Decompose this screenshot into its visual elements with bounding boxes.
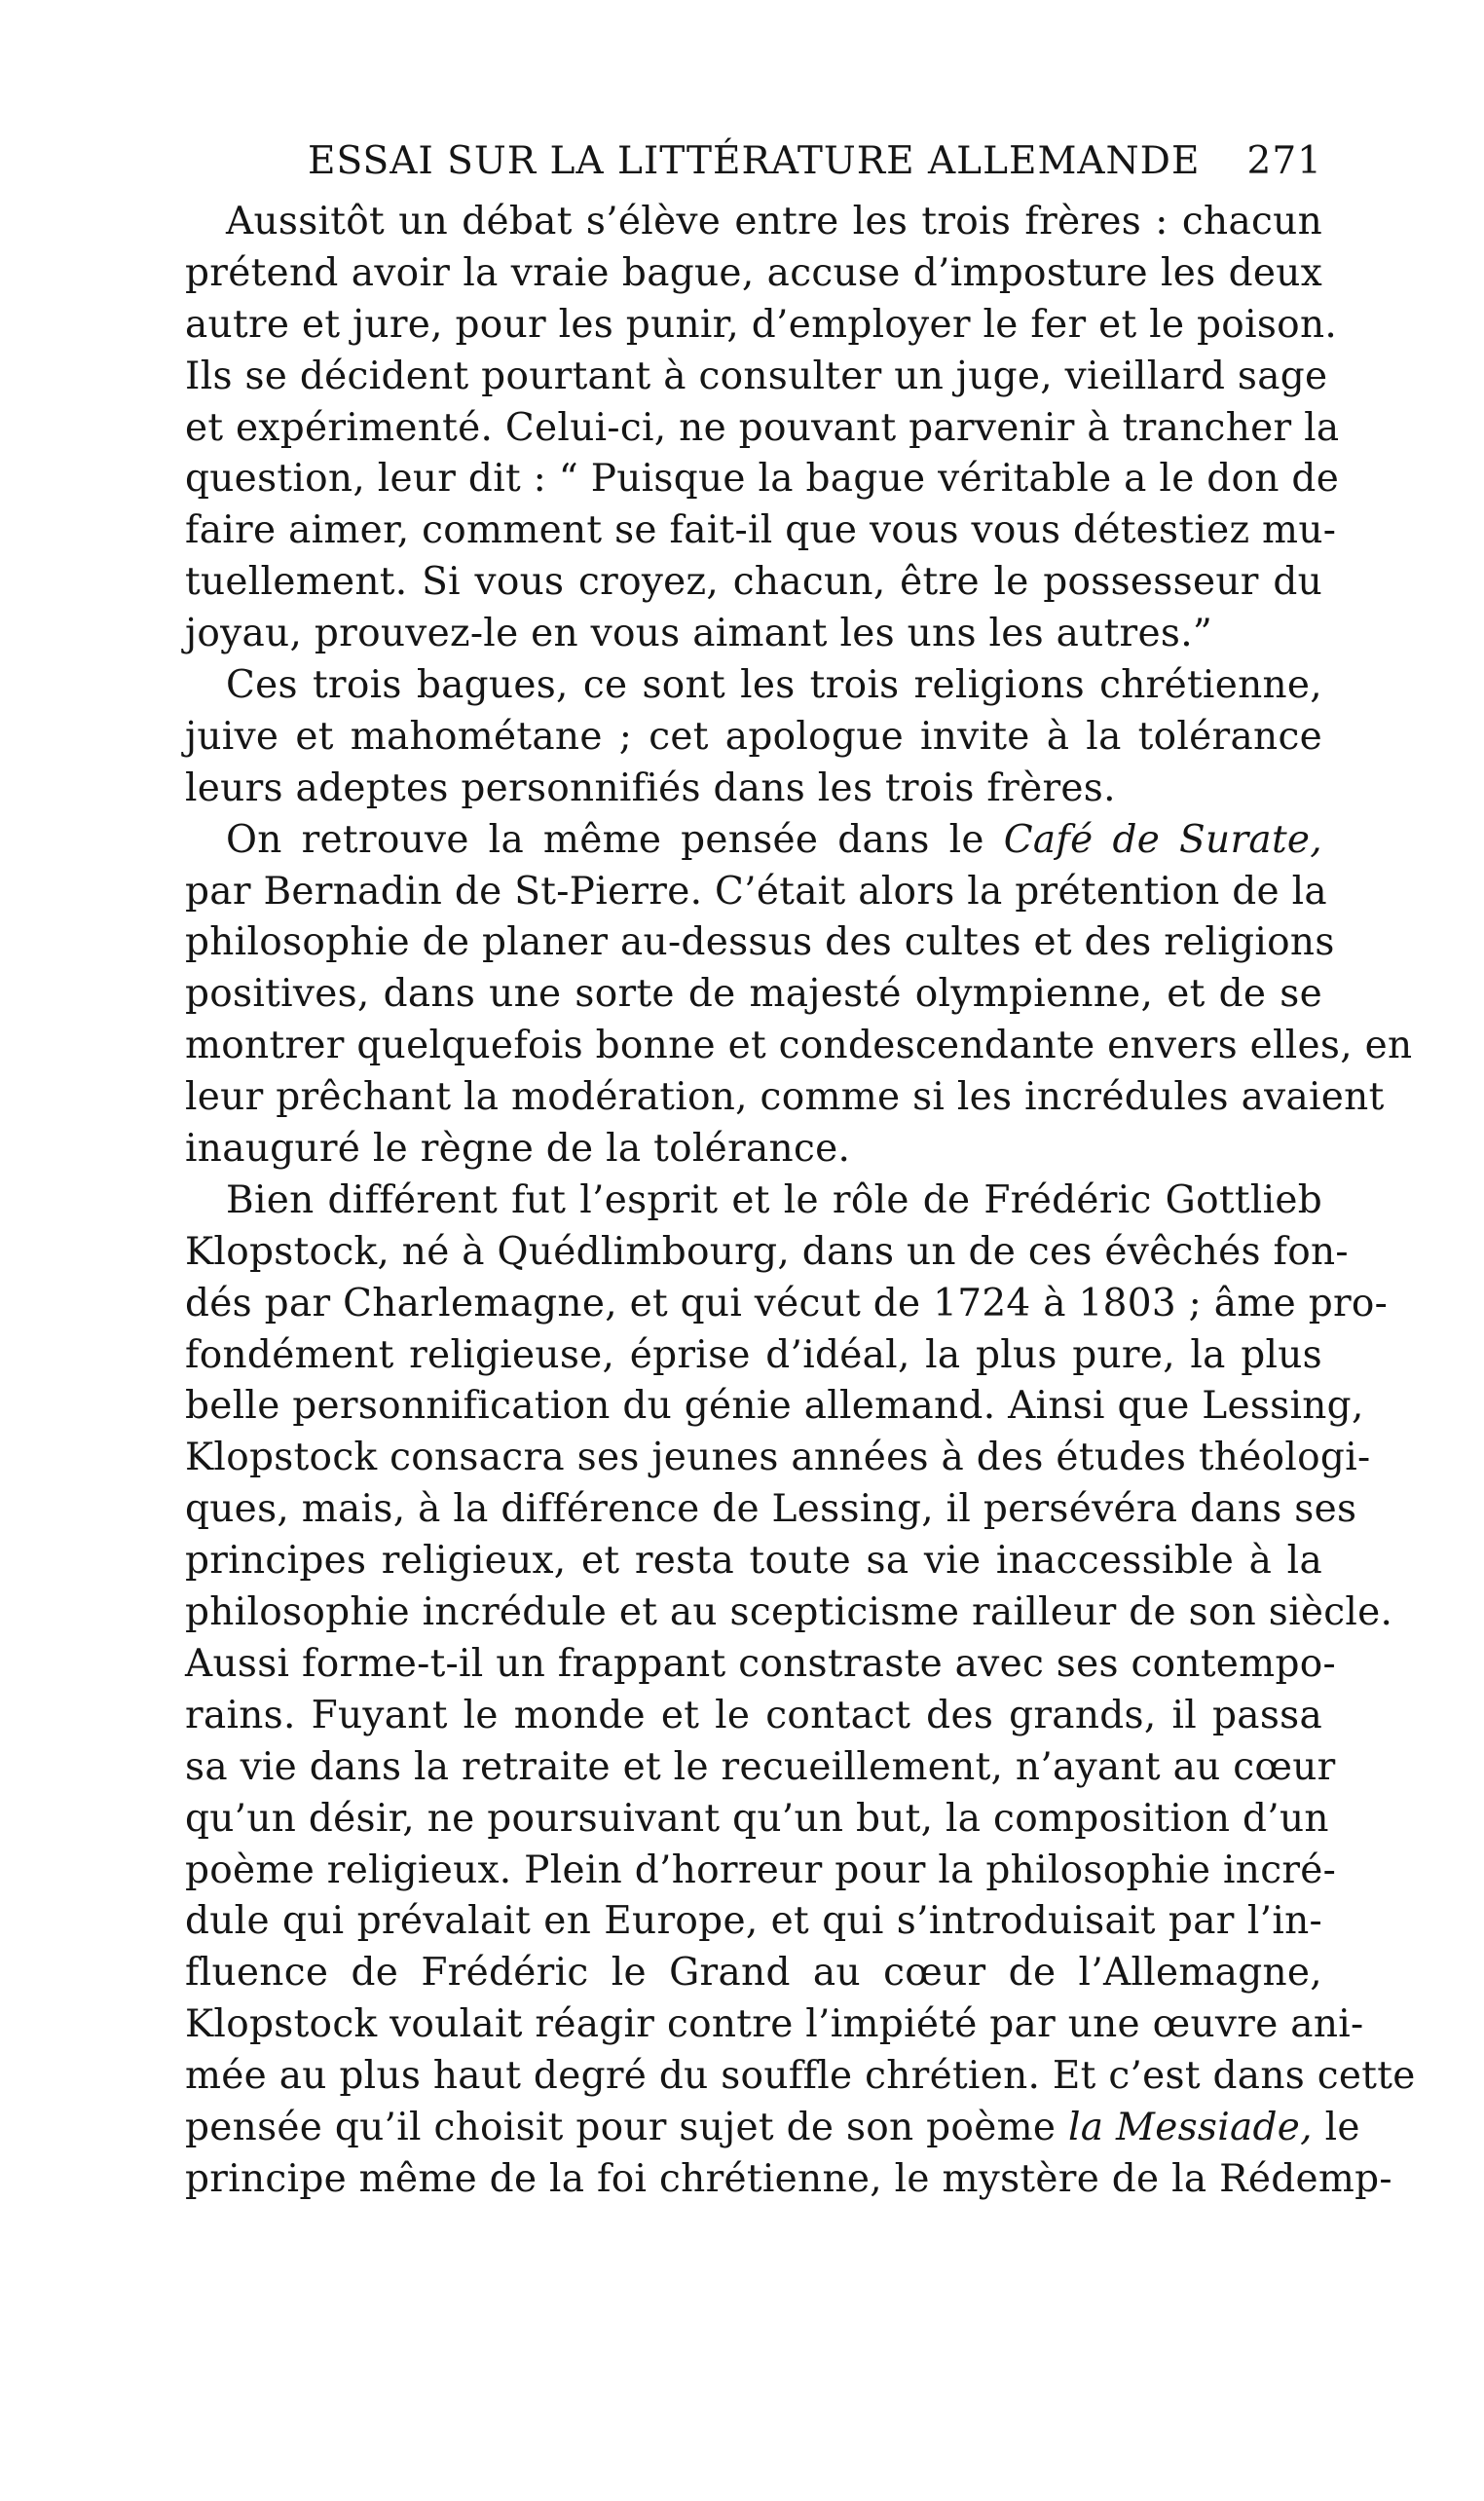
text-line-tail: le bbox=[1312, 2105, 1360, 2149]
text-line-content: par Bernadin de St-Pierre. C’était alors la prétention de la bbox=[185, 869, 1327, 914]
text-line bbox=[185, 660, 1322, 712]
body-text bbox=[185, 197, 1416, 2206]
text-line-content: juive et mahométane ; cet apologue invite à la tolérance bbox=[185, 714, 1322, 759]
text-line-content: philosophie de planer au-dessus des cultes et des religions bbox=[185, 920, 1335, 965]
text-line-content: On retrouve la même pensée dans le bbox=[226, 817, 1004, 862]
text-line-content: autre et jure, pour les punir, d’employer le fer et le poison. bbox=[185, 302, 1338, 347]
text-line-content: inauguré le règne de la tolérance. bbox=[185, 1127, 851, 1172]
text-line bbox=[185, 1330, 1322, 1382]
text-line bbox=[185, 1072, 1385, 1124]
text-line bbox=[185, 1742, 1336, 1794]
text-line bbox=[185, 505, 1337, 557]
text-line bbox=[185, 1896, 1322, 1948]
text-line bbox=[185, 557, 1322, 609]
text-line-content: leurs adeptes personnifiés dans les trois frères. bbox=[185, 765, 1116, 810]
text-line bbox=[185, 1691, 1322, 1742]
text-line-content: dule qui prévalait en Europe, et qui s’introduisait par l’in- bbox=[185, 1899, 1322, 1944]
text-line-content: fluence de Frédéric le Grand au cœur de l’Allemagne, bbox=[185, 1951, 1322, 1996]
text-line bbox=[185, 1279, 1389, 1330]
text-line-content: qu’un désir, ne poursuivant qu’un but, la composition d’un bbox=[185, 1796, 1329, 1841]
text-line-content: Klopstock consacra ses jeunes années à des études théologi- bbox=[185, 1436, 1371, 1480]
text-line-content: rains. Fuyant le monde et le contact des grands, il passa bbox=[185, 1693, 1322, 1737]
text-line-content: fondément religieuse, éprise d’idéal, la plus pure, la plus bbox=[185, 1332, 1322, 1377]
running-title: ESSAI SUR LA LITTÉRATURE ALLEMANDE bbox=[308, 139, 1201, 183]
text-line bbox=[185, 454, 1340, 505]
text-line bbox=[185, 764, 1322, 815]
italic-title: la Messiade, bbox=[1067, 2105, 1313, 2149]
text-line-content: dés par Charlemagne, et qui vécut de 1724 à 1803 ; âme pro- bbox=[185, 1281, 1389, 1325]
text-line bbox=[185, 1176, 1322, 1227]
text-line bbox=[185, 1021, 1413, 1072]
text-line-content: principes religieux, et resta toute sa vie inaccessible à la bbox=[185, 1539, 1322, 1584]
text-line-content: belle personnification du génie allemand. Ainsi que Lessing, bbox=[185, 1384, 1364, 1429]
text-line bbox=[185, 1948, 1322, 1999]
text-line bbox=[185, 815, 1322, 867]
text-line-content: pensée qu’il choisit pour sujet de son poème bbox=[185, 2105, 1068, 2149]
italic-title: Café de Surate, bbox=[1003, 817, 1322, 862]
text-line-content: Bien différent fut l’esprit et le rôle de Frédéric Gottlieb bbox=[226, 1177, 1322, 1222]
text-line-content: mée au plus haut degré du souffle chrétien. Et c’est dans cette bbox=[185, 2054, 1416, 2099]
text-line-content: tuellement. Si vous croyez, chacun, être le possesseur du bbox=[185, 560, 1322, 605]
text-line bbox=[185, 2051, 1416, 2103]
text-line bbox=[185, 1227, 1349, 1279]
text-line-content: question, leur dit : “ Puisque la bague véritable a le don de bbox=[185, 457, 1340, 502]
text-line-content: faire aimer, comment se fait-il que vous vous détestiez mu- bbox=[185, 508, 1337, 553]
text-line bbox=[185, 248, 1322, 300]
text-line-content: sa vie dans la retraite et le recueillement, n’ayant au cœur bbox=[185, 1744, 1336, 1789]
text-line bbox=[185, 917, 1335, 969]
text-line bbox=[185, 352, 1328, 403]
text-line-content: Aussitôt un débat s’élève entre les trois frères : chacun bbox=[226, 200, 1322, 243]
text-line bbox=[185, 2154, 1392, 2206]
text-line bbox=[185, 969, 1322, 1021]
text-line bbox=[185, 712, 1322, 764]
text-line-content: Ils se décident pourtant à consulter un juge, vieillard sage bbox=[185, 354, 1328, 398]
text-line-content: leur prêchant la modération, comme si les incrédules avaient bbox=[185, 1075, 1385, 1120]
text-line bbox=[185, 1587, 1393, 1639]
text-line-content: philosophie incrédule et au scepticisme railleur de son siècle. bbox=[185, 1590, 1393, 1635]
text-line-content: montrer quelquefois bonne et condescendante envers elles, en bbox=[185, 1024, 1413, 1068]
text-line bbox=[185, 1536, 1322, 1587]
text-line-content: joyau, prouvez-le en vous aimant les uns les autres.” bbox=[185, 612, 1213, 656]
text-line bbox=[185, 1846, 1337, 1897]
text-line bbox=[185, 1124, 1322, 1176]
text-line bbox=[185, 403, 1340, 455]
text-line-content: Klopstock, né à Quédlimbourg, dans un de ces évêchés fon- bbox=[185, 1229, 1349, 1274]
text-line bbox=[185, 1433, 1371, 1484]
text-line bbox=[185, 197, 1322, 248]
text-line bbox=[185, 1639, 1336, 1691]
text-line-content: ques, mais, à la différence de Lessing, il persévéra dans ses bbox=[185, 1487, 1357, 1532]
text-line bbox=[185, 1484, 1357, 1536]
text-line bbox=[185, 1381, 1364, 1433]
text-line bbox=[185, 1999, 1364, 2051]
text-line bbox=[185, 300, 1338, 352]
text-line bbox=[185, 609, 1322, 660]
text-line-content: Aussi forme-t-il un frappant constraste avec ses contempo- bbox=[185, 1641, 1336, 1686]
text-line-content: positives, dans une sorte de majesté olympienne, et de se bbox=[185, 972, 1322, 1017]
page-number: 271 bbox=[1246, 139, 1322, 183]
text-line bbox=[185, 1794, 1329, 1846]
text-line-content: Ces trois bagues, ce sont les trois religions chrétienne, bbox=[226, 663, 1322, 708]
text-line-content: Klopstock voulait réagir contre l’impiété par une œuvre ani- bbox=[185, 2002, 1364, 2047]
text-line bbox=[185, 2103, 1360, 2154]
text-line-content: prétend avoir la vraie bague, accuse d’imposture les deux bbox=[185, 250, 1322, 295]
running-header bbox=[308, 139, 1322, 188]
text-line-content: poème religieux. Plein d’horreur pour la philosophie incré- bbox=[185, 1848, 1337, 1892]
text-line-content: et expérimenté. Celui-ci, ne pouvant parvenir à trancher la bbox=[185, 405, 1340, 450]
text-line-content: principe même de la foi chrétienne, le mystère de la Rédemp- bbox=[185, 2156, 1392, 2201]
text-line bbox=[185, 867, 1327, 918]
